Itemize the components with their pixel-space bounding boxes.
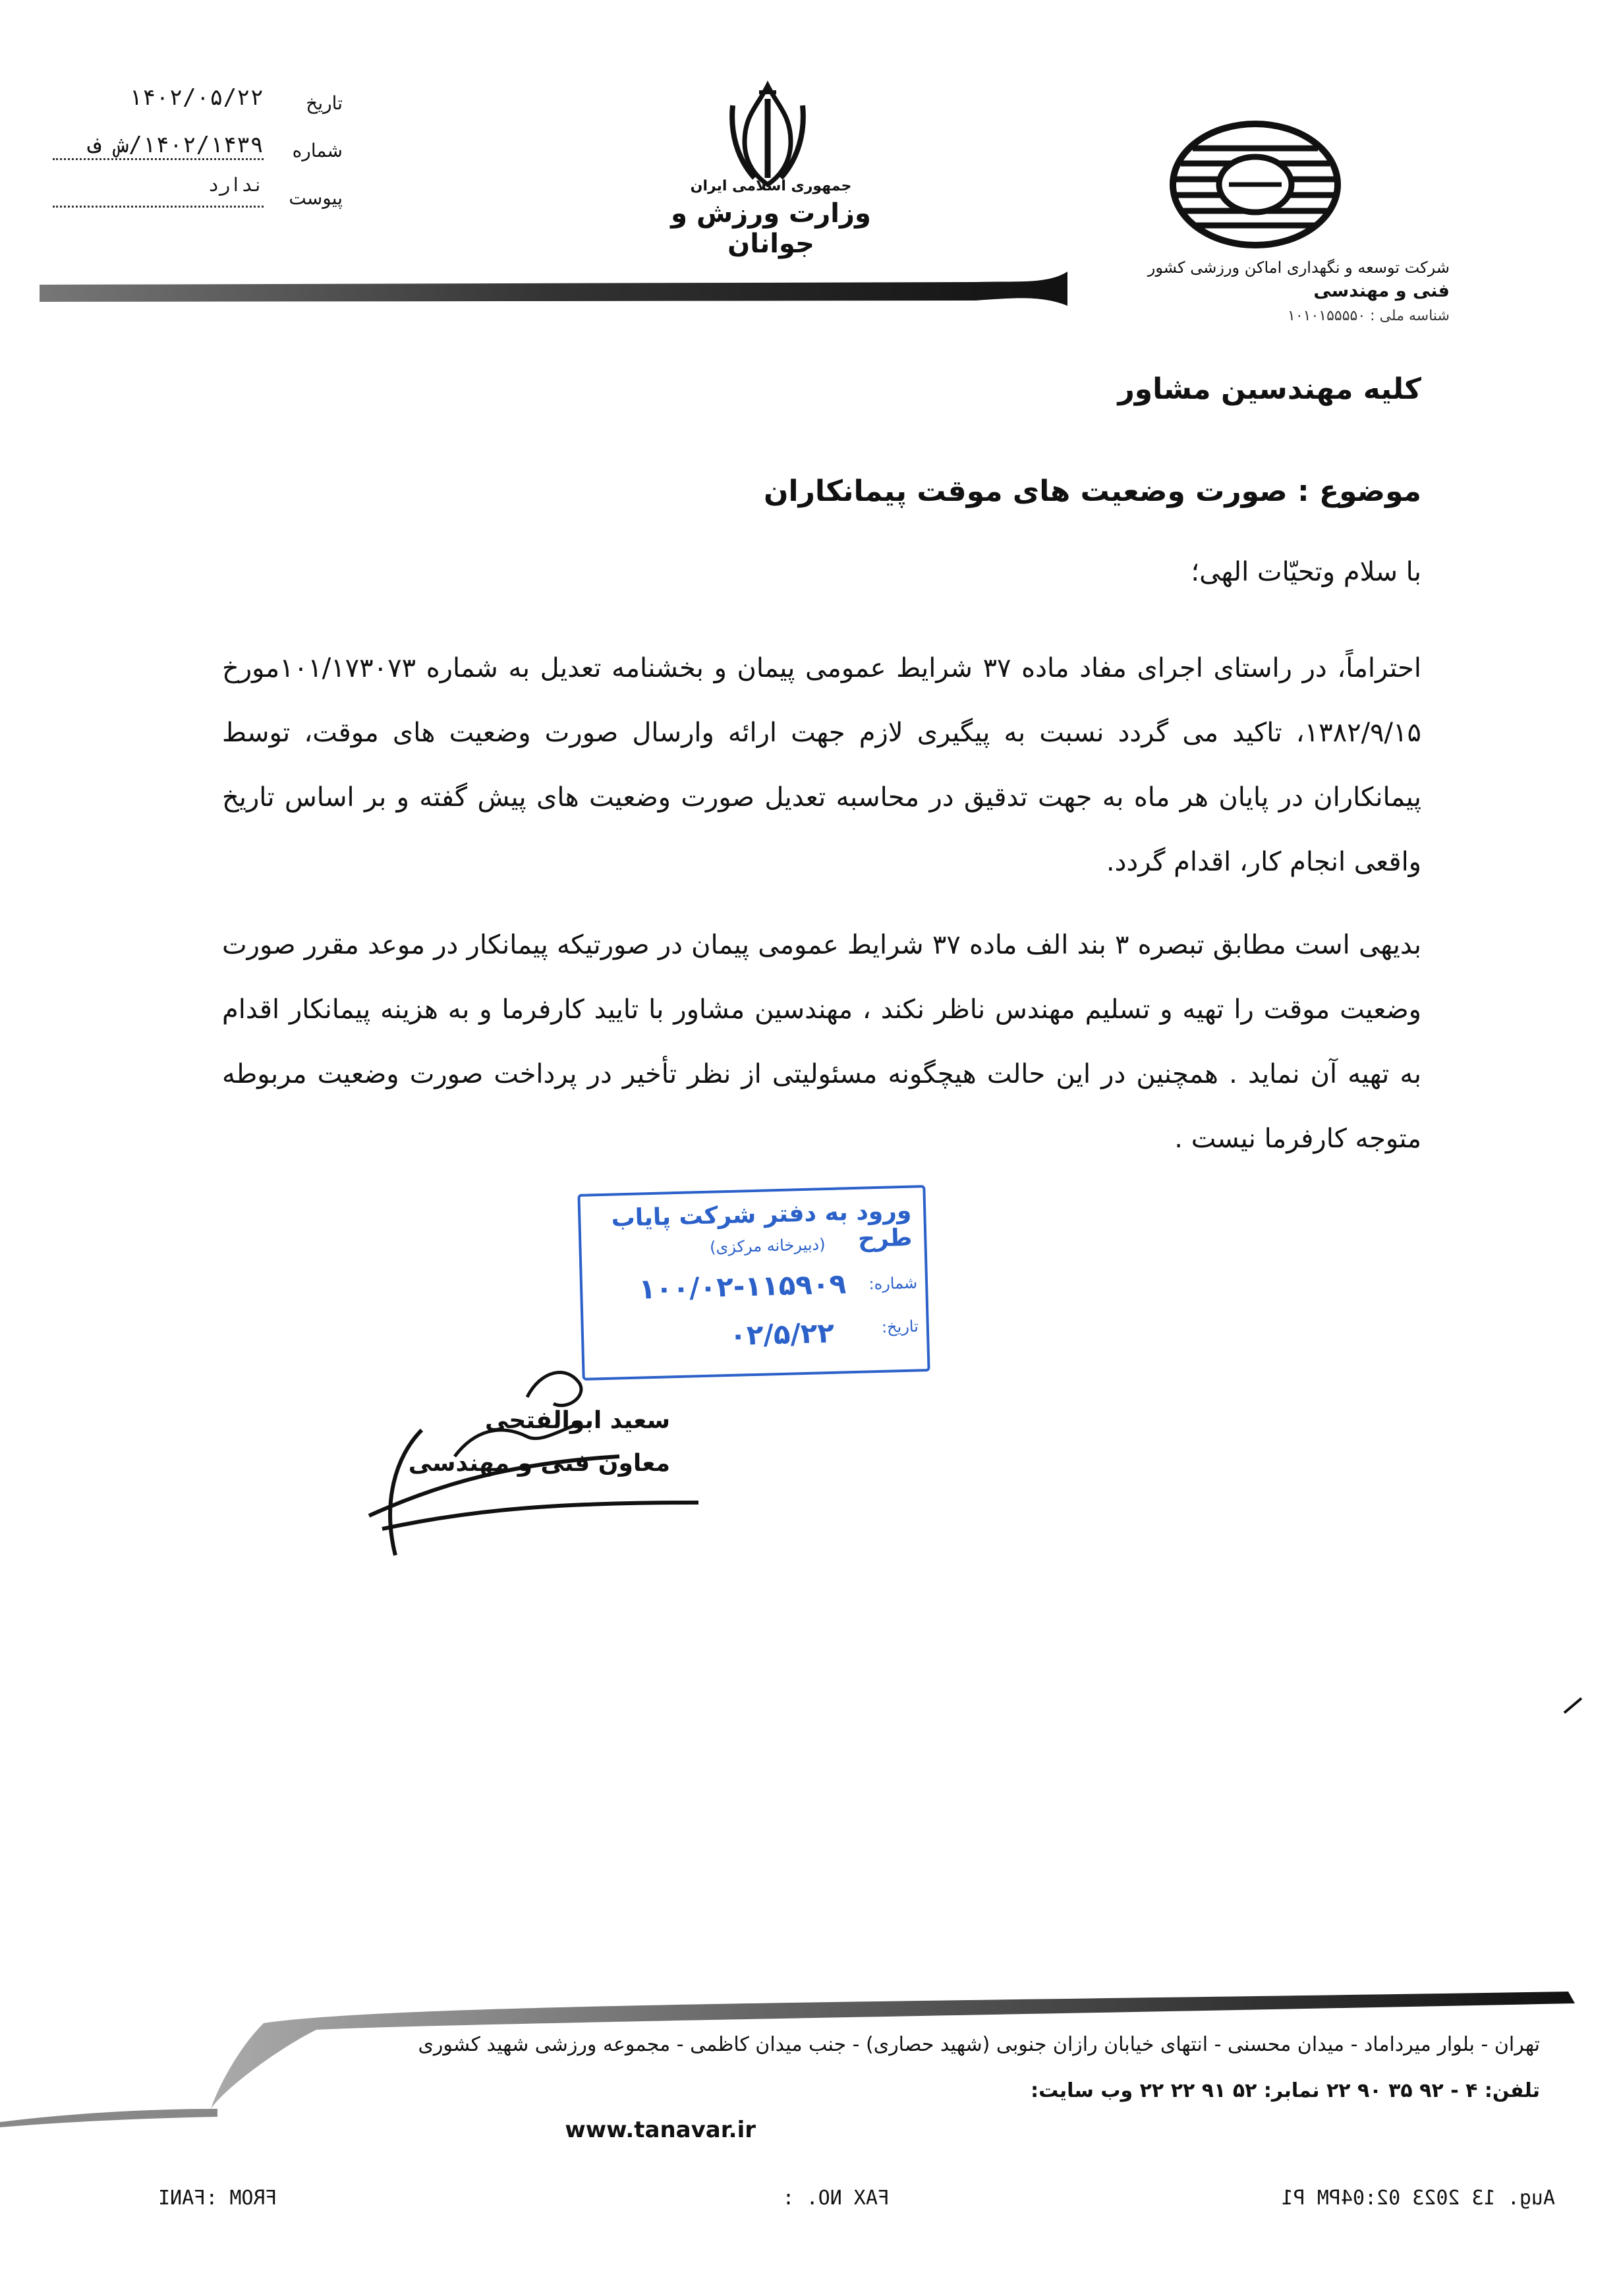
meta-number-dots — [53, 158, 264, 160]
company-national-id: شناسه ملی : ۱۰۱۰۱۵۵۵۵۰ — [1288, 308, 1450, 324]
company-info — [1028, 258, 1450, 324]
fax-from: FROM :FANI — [158, 2187, 277, 2210]
ministry-country-line: جمهوری اسلامی ایران — [690, 178, 852, 194]
meta-date-row — [53, 79, 343, 127]
stamp-date-label: تاریخ: — [881, 1317, 919, 1336]
letter-subject: موضوع : صورت وضعیت های موقت پیمانکاران — [763, 474, 1421, 508]
meta-attachment-row — [53, 174, 343, 221]
footer-website-link[interactable]: www.tanavar.ir — [565, 2117, 756, 2143]
ministry-name — [633, 178, 909, 259]
meta-number-row — [53, 127, 343, 174]
company-name: شرکت توسعه و نگهداری اماکن ورزشی کشور — [1147, 258, 1450, 277]
fax-number: FAX NO. : — [782, 2187, 890, 2210]
letter-paragraph-2: بدیهی است مطابق تبصره ۳ بند الف ماده ۳۷ شرایط عمومی پیمان در صورتیکه پیمانکار در موعد مقرر صورت وضعیت موقت را تهیه و تسلیم مهندس ناظر نکند ، مهندسین مشاور با تایید کارفرما و به هزینه پیمانکار اقدام به تهیه آن نماید . همچنین در این حالت هیچگونه مسئولیتی از نظر تأخیر در پرداخت صورت وضعیت مربوطه متوجه کارفرما نیست . — [222, 930, 1422, 1154]
meta-number-value: ۱۴۰۲/۱۴۳۹/ش ف — [88, 132, 264, 158]
letter-paragraph-1: احتراماً، در راستای اجرای مفاد ماده ۳۷ شرایط عمومی پیمان و بخشنامه تعدیل به شماره ۱۰۱/۱۷۳۰۷۳مورخ ۱۳۸۲/۹/۱۵، تاکید می گردد نسبت به پیگیری لازم جهت ارائه وارسال صورت وضعیت های موقت، توسط پیمانکاران در پایان هر ماه به جهت تدقیق در محاسبه تعدیل صورت وضعیت های پیش گفته و بر اساس تاریخ واقعی انجام کار، اقدام گردد. — [222, 653, 1421, 877]
company-logo-icon — [1166, 119, 1344, 250]
signature-block — [409, 1407, 670, 1477]
footer-address-line-2: تلفن: ۴ - ۹۲ ۳۵ ۹۰ ۲۲ نمابر: ۵۲ ۹۱ ۲۲ ۲۲ وب سایت: — [1031, 2079, 1540, 2102]
meta-attachment-dots — [53, 206, 264, 208]
meta-number-label: شماره — [292, 140, 343, 161]
signer-name: سعید ابوالفتحی — [484, 1407, 670, 1434]
company-department: فنی و مهندسی — [1313, 281, 1450, 301]
stamp-number-label: شماره: — [868, 1273, 918, 1294]
footer-address-line-1: تهران - بلوار میرداماد - میدان محسنی - انتهای خیابان رازان جنوبی (شهید حصاری) - جنب میدان کاظمی - مجموعه ورزشی شهید کشوری — [418, 2033, 1540, 2056]
fax-header — [158, 2187, 1555, 2220]
letter-meta — [53, 79, 343, 221]
meta-date-value: ۱۴۰۲/۰۵/۲۲ — [128, 84, 264, 111]
meta-attachment-value: ندارد — [208, 174, 264, 196]
meta-attachment-label: پیوست — [289, 187, 343, 209]
meta-date-label: تاریخ — [306, 92, 343, 114]
header-band — [40, 272, 1067, 306]
stamp-title: ورود به دفتر شرکت پایاب طرح — [611, 1197, 913, 1253]
letter-recipient: کلیه مهندسین مشاور — [1118, 372, 1421, 406]
stamp-date-value: ۰۲/۵/۲۲ — [729, 1316, 835, 1352]
letter-salutation: با سلام وتحیّات الهی؛ — [1191, 557, 1421, 587]
signer-title: معاون فنی و مهندسی — [408, 1450, 670, 1477]
ministry-title-line: وزارت ورزش و جوانان — [671, 198, 871, 259]
fax-timestamp: Aug. 13 2023 02:04PM P1 — [1281, 2187, 1555, 2210]
stray-mark — [1563, 1697, 1583, 1714]
iran-emblem-icon — [718, 79, 817, 191]
stamp-subtitle: (دبیرخانه مرکزی) — [709, 1235, 826, 1257]
receipt-stamp — [577, 1185, 930, 1381]
stamp-number-value: ۱۰۰/۰۲-۱۱۵۹۰۹ — [638, 1267, 847, 1306]
